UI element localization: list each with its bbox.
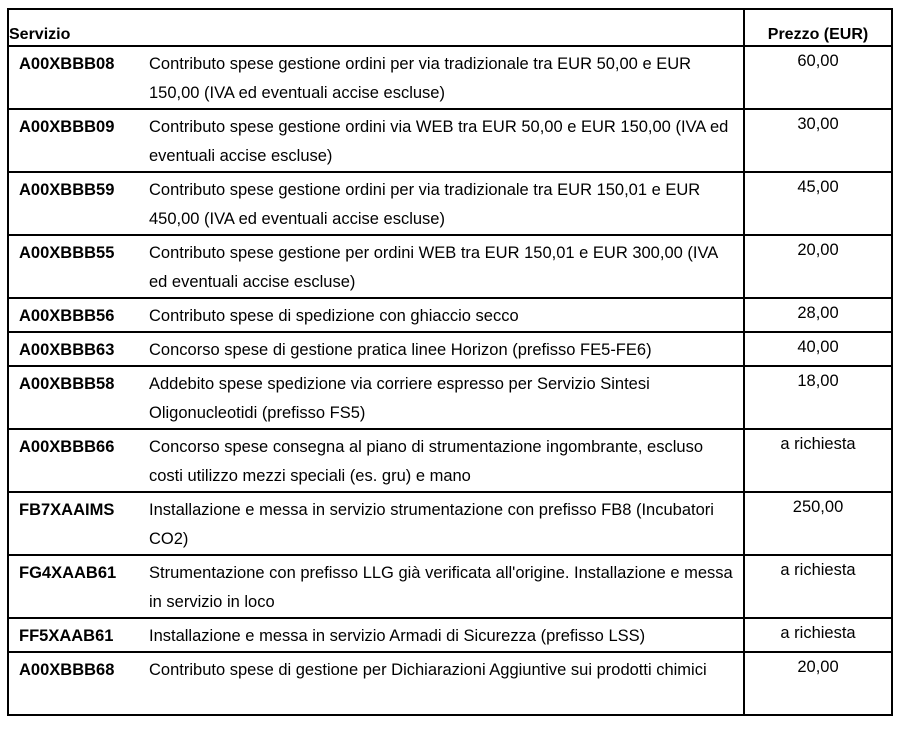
table-row <box>8 235 892 298</box>
service-description: Contributo spese gestione per ordini WEB tra EUR 150,01 e EUR 300,00 (IVA ed eventuali accise escluse) <box>149 244 718 291</box>
service-price: 30,00 <box>744 109 892 172</box>
price-list-sheet <box>7 8 891 716</box>
table-row <box>8 652 892 715</box>
table-row <box>8 332 892 366</box>
price-column-header: Prezzo (EUR) <box>744 9 892 46</box>
service-price: 40,00 <box>744 332 892 366</box>
service-description: Strumentazione con prefisso LLG già verificata all'origine. Installazione e messa in servizio in loco <box>149 564 733 611</box>
service-description: Contributo spese di gestione per Dichiarazioni Aggiuntive sui prodotti chimici <box>149 661 707 679</box>
service-code: A00XBBB59 <box>19 181 115 199</box>
service-code: A00XBBB66 <box>19 438 115 456</box>
service-cell <box>8 492 744 555</box>
service-code: A00XBBB55 <box>19 244 115 262</box>
price-table <box>7 8 893 716</box>
table-row <box>8 429 892 492</box>
service-cell <box>8 618 744 652</box>
service-price: a richiesta <box>744 618 892 652</box>
service-price: a richiesta <box>744 429 892 492</box>
service-description: Contributo spese di spedizione con ghiaccio secco <box>149 307 519 325</box>
service-price: 28,00 <box>744 298 892 332</box>
service-price: a richiesta <box>744 555 892 618</box>
service-cell <box>8 555 744 618</box>
service-code: A00XBBB58 <box>19 375 115 393</box>
service-column-header: Servizio <box>8 9 744 46</box>
table-row <box>8 172 892 235</box>
service-code: FB7XAAIMS <box>19 501 115 519</box>
service-cell <box>8 652 744 715</box>
service-cell <box>8 298 744 332</box>
service-cell <box>8 366 744 429</box>
table-row <box>8 366 892 429</box>
service-description: Concorso spese di gestione pratica linee Horizon (prefisso FE5-FE6) <box>149 341 652 359</box>
service-code: A00XBBB08 <box>19 55 115 73</box>
table-row <box>8 618 892 652</box>
service-description: Contributo spese gestione ordini via WEB tra EUR 50,00 e EUR 150,00 (IVA ed eventuali accise escluse) <box>149 118 729 165</box>
service-cell <box>8 429 744 492</box>
service-code: A00XBBB68 <box>19 661 115 679</box>
service-price: 250,00 <box>744 492 892 555</box>
service-cell <box>8 109 744 172</box>
table-row <box>8 298 892 332</box>
header-row <box>8 9 892 46</box>
service-code: A00XBBB63 <box>19 341 115 359</box>
service-description: Addebito spese spedizione via corriere espresso per Servizio Sintesi Oligonucleotidi (prefisso FS5) <box>149 375 650 422</box>
service-code: FF5XAAB61 <box>19 627 114 645</box>
table-row <box>8 109 892 172</box>
service-cell <box>8 235 744 298</box>
service-description: Contributo spese gestione ordini per via tradizionale tra EUR 50,00 e EUR 150,00 (IVA ed eventuali accise escluse) <box>149 55 692 102</box>
service-price: 45,00 <box>744 172 892 235</box>
service-code: A00XBBB56 <box>19 307 115 325</box>
service-description: Contributo spese gestione ordini per via tradizionale tra EUR 150,01 e EUR 450,00 (IVA ed eventuali accise escluse) <box>149 181 701 228</box>
service-price: 20,00 <box>744 652 892 715</box>
service-cell <box>8 46 744 109</box>
service-code: FG4XAAB61 <box>19 564 117 582</box>
service-cell <box>8 172 744 235</box>
service-price: 60,00 <box>744 46 892 109</box>
service-cell <box>8 332 744 366</box>
table-row <box>8 46 892 109</box>
service-price: 20,00 <box>744 235 892 298</box>
service-code: A00XBBB09 <box>19 118 115 136</box>
service-description: Installazione e messa in servizio Armadi di Sicurezza (prefisso LSS) <box>149 627 646 645</box>
service-description: Installazione e messa in servizio strumentazione con prefisso FB8 (Incubatori CO2) <box>149 501 714 548</box>
table-row <box>8 555 892 618</box>
service-description: Concorso spese consegna al piano di strumentazione ingombrante, escluso costi utilizzo mezzi speciali (es. gru) e mano <box>149 438 703 485</box>
table-row <box>8 492 892 555</box>
service-price: 18,00 <box>744 366 892 429</box>
